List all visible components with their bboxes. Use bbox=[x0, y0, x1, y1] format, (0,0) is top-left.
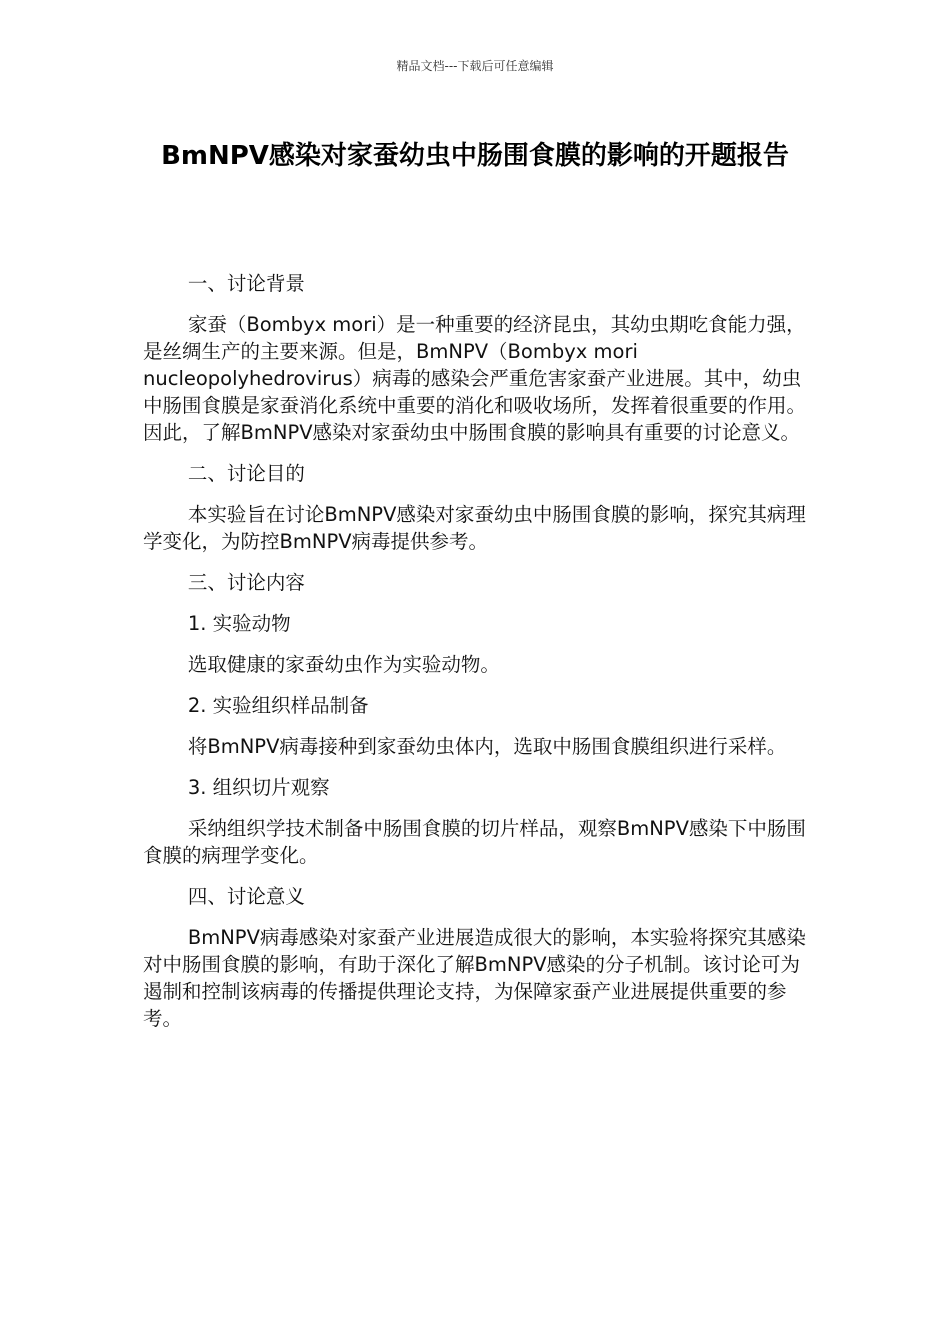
section-heading-background: 一、讨论背景 bbox=[187, 272, 305, 295]
subheading-section-observation: 3. 组织切片观察 bbox=[187, 776, 330, 799]
subheading-sample-preparation: 2. 实验组织样品制备 bbox=[187, 694, 369, 717]
page-header-note: 精品文档---下载后可任意编辑 bbox=[396, 59, 554, 73]
section-heading-content: 三、讨论内容 bbox=[187, 571, 305, 594]
paragraph-background: 家蚕（Bombyx mori）是一种重要的经济昆虫，其幼虫期吃食能力强，是丝绸生产的主要来源。但是，BmNPV（Bombyx mori nucleopolyhedrovirus）病毒的感染会严重危害家蚕产业进展。其中，幼虫中肠围食膜是家蚕消化系统中重要的消化和吸收场所，发挥着很重要的作用。因此，了解BmNPV感染对家蚕幼虫中肠围食膜的影响具有重要的讨论意义。 bbox=[143, 313, 807, 444]
document-title: BmNPV感染对家蚕幼虫中肠围食膜的影响的开题报告 bbox=[161, 141, 789, 171]
paragraph-section-observation: 采纳组织学技术制备中肠围食膜的切片样品，观察BmNPV感染下中肠围食膜的病理学变化。 bbox=[143, 817, 806, 867]
section-heading-significance: 四、讨论意义 bbox=[187, 885, 305, 908]
subheading-experimental-animals: 1. 实验动物 bbox=[187, 612, 291, 635]
document-body bbox=[143, 270, 807, 1046]
paragraph-experimental-animals: 选取健康的家蚕幼虫作为实验动物。 bbox=[187, 653, 500, 676]
section-heading-purpose: 二、讨论目的 bbox=[187, 462, 305, 485]
paragraph-purpose: 本实验旨在讨论BmNPV感染对家蚕幼虫中肠围食膜的影响，探究其病理学变化，为防控BmNPV病毒提供参考。 bbox=[143, 503, 806, 553]
paragraph-significance: BmNPV病毒感染对家蚕产业进展造成很大的影响，本实验将探究其感染对中肠围食膜的影响，有助于深化了解BmNPV感染的分子机制。该讨论可为遏制和控制该病毒的传播提供理论支持，为保障家蚕产业进展提供重要的参考。 bbox=[143, 926, 806, 1030]
paragraph-sample-preparation: 将BmNPV病毒接种到家蚕幼虫体内，选取中肠围食膜组织进行采样。 bbox=[187, 735, 787, 758]
